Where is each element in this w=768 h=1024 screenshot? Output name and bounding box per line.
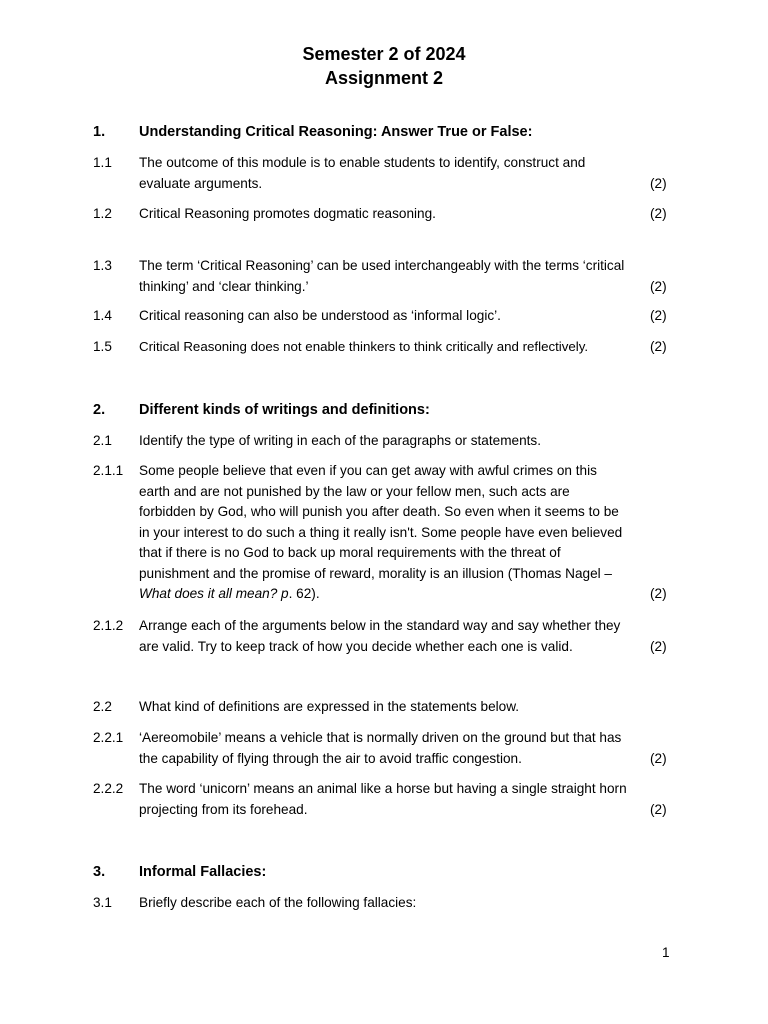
question-citation-line <box>139 584 649 605</box>
question-2-1-1 <box>93 461 683 605</box>
question-3-1 <box>93 893 683 914</box>
question-number: 2.1.1 <box>93 463 124 478</box>
question-2-2-1 <box>93 728 683 769</box>
question-number: 1.4 <box>93 308 112 323</box>
question-text-line: forbidden by God, who will punish you after death. So even when it seems to be <box>139 504 619 519</box>
question-marks: (2) <box>650 278 667 294</box>
section-number: 3. <box>93 864 106 880</box>
question-text-line: evaluate arguments. <box>139 175 263 191</box>
question-number: 2.2.2 <box>93 781 124 796</box>
question-number: 2.2 <box>93 699 112 714</box>
question-text-line: are valid. Try to keep track of how you decide whether each one is valid. <box>139 638 573 654</box>
question-text-line: projecting from its forehead. <box>139 801 308 817</box>
question-text-line: Some people believe that even if you can get away with awful crimes on this <box>139 463 597 478</box>
question-text-line: Critical Reasoning does not enable thinkers to think critically and reflectively. <box>139 339 589 354</box>
section-title: Different kinds of writings and definitions: <box>139 402 430 418</box>
question-number: 2.1 <box>93 433 112 448</box>
section-number: 1. <box>93 124 106 140</box>
question-text-line: ‘Aereomobile’ means a vehicle that is normally driven on the ground but that has <box>139 730 622 745</box>
question-number: 1.2 <box>93 206 112 221</box>
question-1-5 <box>93 337 683 358</box>
question-text-line: thinking’ and ‘clear thinking.’ <box>139 278 309 294</box>
question-text-line: Arrange each of the arguments below in the standard way and say whether they <box>139 618 621 633</box>
citation-page: . 62). <box>288 586 320 601</box>
question-2-1-2 <box>93 616 683 657</box>
book-title-italic: What does it all mean? p <box>139 586 289 601</box>
question-number: 2.1.2 <box>93 618 124 633</box>
section-number: 2. <box>93 402 106 418</box>
document-title-semester: Semester 2 of 2024 <box>302 44 466 64</box>
question-marks: (2) <box>650 175 667 191</box>
question-text-line: The term ‘Critical Reasoning’ can be used interchangeably with the terms ‘critical <box>139 258 625 273</box>
question-text-line: What kind of definitions are expressed in the statements below. <box>139 699 520 714</box>
question-2-2-2 <box>93 779 683 820</box>
section-title: Understanding Critical Reasoning: Answer True or False: <box>139 124 533 140</box>
question-marks: (2) <box>650 586 667 601</box>
question-text-line: in your interest to do such a thing it really isn't. Some people have even believed <box>139 524 623 540</box>
question-text-line: Critical reasoning can also be understood as ‘informal logic’. <box>139 308 501 323</box>
document-title-assignment: Assignment 2 <box>324 68 444 88</box>
question-1-3 <box>93 256 683 297</box>
question-marks: (2) <box>650 339 667 354</box>
question-1-2 <box>93 204 683 225</box>
question-2-2 <box>93 697 683 718</box>
question-marks: (2) <box>650 206 667 221</box>
question-1-1 <box>93 153 683 194</box>
question-number: 2.2.1 <box>93 730 124 745</box>
question-number: 1.3 <box>93 258 112 273</box>
question-number: 3.1 <box>93 895 112 910</box>
question-marks: (2) <box>650 801 667 817</box>
question-2-1 <box>93 431 683 452</box>
question-number: 1.1 <box>93 155 112 170</box>
question-text-line: the capability of flying through the air to avoid traffic congestion. <box>139 750 522 766</box>
question-text-line: The word ‘unicorn’ means an animal like a horse but having a single straight horn <box>139 781 627 796</box>
question-text-line: Briefly describe each of the following fallacies: <box>139 895 417 910</box>
question-text-line: earth and are not punished by the law or your fellow men, such acts are <box>139 483 570 499</box>
question-marks: (2) <box>650 638 667 654</box>
question-text-line: Identify the type of writing in each of the paragraphs or statements. <box>139 433 541 448</box>
question-text-line: Critical Reasoning promotes dogmatic reasoning. <box>139 206 436 221</box>
question-marks: (2) <box>650 750 667 766</box>
question-text-line: that if there is no God to back up moral requirements with the threat of <box>139 545 561 560</box>
question-text-line: The outcome of this module is to enable students to identify, construct and <box>139 155 586 170</box>
question-number: 1.5 <box>93 339 112 354</box>
question-marks: (2) <box>650 308 667 323</box>
question-1-4 <box>93 306 683 327</box>
page-number: 1 <box>662 945 670 960</box>
section-title: Informal Fallacies: <box>139 864 267 880</box>
question-text-line: punishment and the promise of reward, morality is an illusion (Thomas Nagel – <box>139 565 612 581</box>
